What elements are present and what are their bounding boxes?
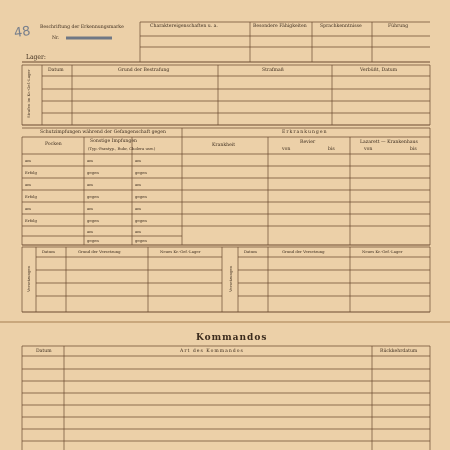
strafen-col-verbuesst: Verbüßt, Datum [360, 68, 398, 73]
label-sprachkenntnisse: Sprachkenntnisse [320, 24, 362, 29]
impf-cell: gegen [135, 170, 147, 175]
kommandos-col-art: Art des Kommandos [180, 349, 244, 354]
strafen-col-grund: Grund der Bestrafung [118, 68, 170, 73]
impf-cell: gegen [87, 194, 99, 199]
impf-cell: am [135, 229, 141, 234]
impf-cell: Erfolg [25, 170, 37, 175]
impfungen-sonstige: Sonstige Impfungen [90, 139, 138, 144]
versetzungen-col-datum-2: Datum [244, 249, 257, 254]
impfungen-title: Schutzimpfungen während der Gefangenschaft gegen [40, 130, 166, 135]
impf-cell: Erfolg [25, 194, 37, 199]
erkrankungen-revier-bis: bis [328, 147, 335, 152]
erkrankungen-lazarett-von: von [364, 147, 373, 152]
strafen-col-datum: Datum [48, 68, 64, 73]
strafen-side-label: Strafen im Kr.-Gef.-Lager [26, 69, 31, 118]
label-charakter: Charaktereigenschaften u. a. [150, 24, 218, 29]
handwritten-number: 48 [13, 23, 32, 42]
impf-cell: gegen [87, 238, 99, 243]
versetzungen-col-lager: Neues Kr.-Gef.-Lager [160, 249, 201, 254]
kommandos-col-rueckkehr: Rückkehrdatum [380, 349, 418, 354]
erkrankungen-krankheit: Krankheit [212, 143, 236, 148]
kommandos-title: Kommandos [196, 333, 268, 343]
versetzungen-side-label-left: Versetzungen [26, 265, 31, 292]
impf-cell: gegen [87, 218, 99, 223]
label-faehigkeiten: Besondere Fähigkeiten [253, 24, 307, 29]
label-nr: Nr. [52, 36, 60, 41]
impf-cell: gegen [135, 238, 147, 243]
label-lager: Lager: [26, 54, 46, 61]
strafen-col-strafmass: Strafmaß [262, 68, 284, 73]
impf-cell: am [87, 229, 93, 234]
erkrankungen-lazarett-bis: bis [410, 147, 417, 152]
impf-cell: am [87, 206, 93, 211]
versetzungen-side-label-right: Versetzungen [228, 265, 233, 292]
impf-cell: am [87, 182, 93, 187]
versetzungen-col-datum: Datum [42, 249, 55, 254]
impf-cell: am [135, 182, 141, 187]
impf-cell: am [135, 158, 141, 163]
versetzungen-col-grund: Grund der Versetzung [78, 249, 121, 254]
impfungen-sonstige-sub: (Typ.-Paratyp., Ruhr, Cholera usw.) [88, 146, 156, 151]
impf-cell: gegen [135, 194, 147, 199]
impf-cell: Erfolg [25, 218, 37, 223]
label-erkennungsmarke: Beschriftung der Erkennungsmarke [40, 25, 124, 30]
impf-cell: am [25, 182, 31, 187]
impf-cell: am [87, 158, 93, 163]
impf-cell: am [25, 206, 31, 211]
erkrankungen-lazarett: Lazarett — Krankenhaus [360, 140, 418, 145]
impf-cell: gegen [87, 170, 99, 175]
label-fuehrung: Führung [388, 24, 409, 29]
impf-cell: am [135, 206, 141, 211]
impf-cell: gegen [135, 218, 147, 223]
erkrankungen-title: Erkrankungen [282, 130, 328, 135]
versetzungen-col-lager-2: Neues Kr.-Gef.-Lager [362, 249, 403, 254]
versetzungen-col-grund-2: Grund der Versetzung [282, 249, 325, 254]
impf-cell: am [25, 158, 31, 163]
impfungen-pocken: Pocken [45, 142, 62, 147]
erkrankungen-revier-von: von [282, 147, 291, 152]
erkrankungen-revier: Revier [300, 140, 316, 145]
kommandos-col-datum: Datum [36, 349, 52, 354]
